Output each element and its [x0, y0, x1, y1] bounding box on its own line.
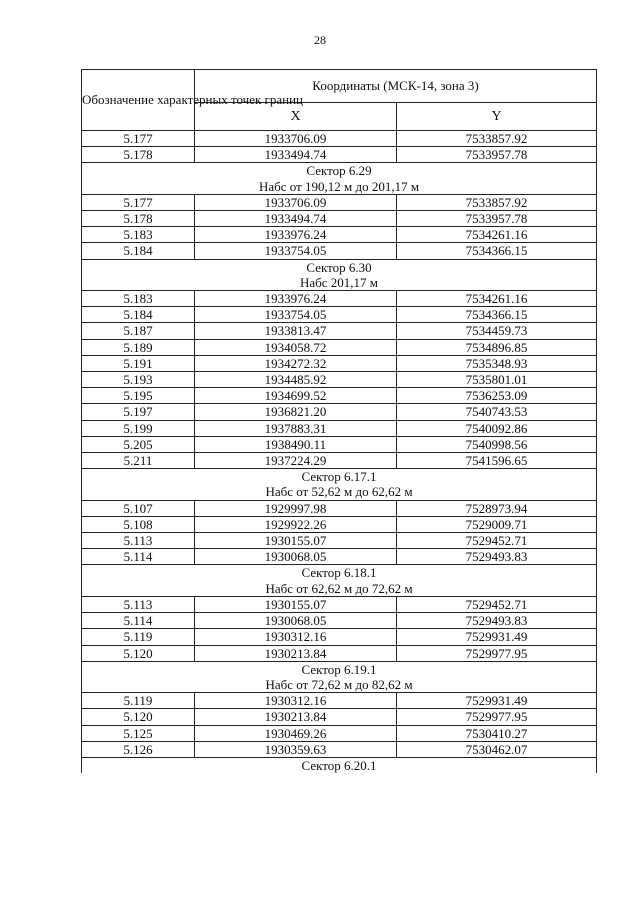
point-id-cell: 5.119 — [82, 693, 195, 709]
point-id-cell: 5.184 — [82, 307, 195, 323]
table-row — [82, 549, 597, 565]
x-coordinate-cell: 1933813.47 — [195, 323, 397, 339]
table-row — [82, 741, 597, 757]
table-row — [82, 693, 597, 709]
table-row — [82, 709, 597, 725]
page-number: 28 — [314, 33, 326, 47]
x-coordinate-cell: 1930312.16 — [195, 693, 397, 709]
sector-title: Сектор 6.19.1 — [301, 661, 377, 677]
y-coordinate-cell: 7540998.56 — [397, 436, 597, 452]
x-coordinate-cell: 1937883.31 — [195, 420, 397, 436]
x-column-header: X — [195, 103, 397, 131]
x-coordinate-cell: 1929922.26 — [195, 516, 397, 532]
y-coordinate-cell: 7535348.93 — [397, 355, 597, 371]
table-row — [82, 453, 597, 469]
table-row — [82, 147, 597, 163]
x-coordinate-cell: 1933706.09 — [195, 194, 397, 210]
point-id-cell: 5.114 — [82, 549, 195, 565]
table-body — [82, 131, 597, 774]
table-row — [82, 613, 597, 629]
y-coordinate-cell: 7540743.53 — [397, 404, 597, 420]
y-coordinate-cell: 7534261.16 — [397, 291, 597, 307]
point-id-cell: 5.178 — [82, 147, 195, 163]
sector-heading — [82, 469, 597, 500]
y-coordinate-cell: 7529452.71 — [397, 596, 597, 612]
point-id-cell: 5.187 — [82, 323, 195, 339]
coordinates-header: Координаты (МСК-14, зона 3) — [195, 70, 597, 103]
x-coordinate-cell: 1934485.92 — [195, 372, 397, 388]
sector-row — [82, 757, 597, 773]
point-id-cell: 5.177 — [82, 194, 195, 210]
table-row — [82, 645, 597, 661]
x-coordinate-cell: 1930155.07 — [195, 533, 397, 549]
sector-heading — [82, 757, 597, 773]
x-coordinate-cell: 1930068.05 — [195, 549, 397, 565]
point-id-cell: 5.120 — [82, 645, 195, 661]
y-coordinate-cell: 7540092.86 — [397, 420, 597, 436]
x-coordinate-cell: 1930469.26 — [195, 725, 397, 741]
x-coordinate-cell: 1930213.84 — [195, 709, 397, 725]
point-id-cell: 5.126 — [82, 741, 195, 757]
x-coordinate-cell: 1933976.24 — [195, 291, 397, 307]
y-coordinate-cell: 7534366.15 — [397, 243, 597, 259]
point-id-cell: 5.120 — [82, 709, 195, 725]
table-row — [82, 388, 597, 404]
y-coordinate-cell: 7530462.07 — [397, 741, 597, 757]
point-id-cell: 5.189 — [82, 339, 195, 355]
point-id-cell: 5.114 — [82, 613, 195, 629]
y-coordinate-cell: 7534366.15 — [397, 307, 597, 323]
y-coordinate-cell: 7529977.95 — [397, 709, 597, 725]
x-coordinate-cell: 1936821.20 — [195, 404, 397, 420]
sector-row — [82, 163, 597, 194]
y-coordinate-cell: 7529493.83 — [397, 549, 597, 565]
x-coordinate-cell: 1930213.84 — [195, 645, 397, 661]
coordinates-table — [81, 69, 597, 773]
point-id-cell: 5.193 — [82, 372, 195, 388]
y-coordinate-cell: 7534261.16 — [397, 227, 597, 243]
sector-heading — [82, 259, 597, 290]
y-coordinate-cell: 7535801.01 — [397, 372, 597, 388]
point-id-cell: 5.195 — [82, 388, 195, 404]
y-coordinate-cell: 7529452.71 — [397, 533, 597, 549]
table-row — [82, 131, 597, 147]
x-coordinate-cell: 1933754.05 — [195, 243, 397, 259]
x-coordinate-cell: 1934699.52 — [195, 388, 397, 404]
x-coordinate-cell: 1933706.09 — [195, 131, 397, 147]
table-row — [82, 629, 597, 645]
point-id-cell: 5.183 — [82, 227, 195, 243]
sector-title: Сектор 6.18.1 — [301, 565, 377, 581]
y-coordinate-cell: 7534459.73 — [397, 323, 597, 339]
sector-title: Сектор 6.29 — [306, 163, 372, 179]
table-row — [82, 436, 597, 452]
point-id-cell: 5.199 — [82, 420, 195, 436]
x-coordinate-cell: 1930312.16 — [195, 629, 397, 645]
sector-heading — [82, 163, 597, 194]
sector-title: Сектор 6.30 — [306, 259, 372, 275]
table-row — [82, 227, 597, 243]
table-row — [82, 596, 597, 612]
table-row — [82, 355, 597, 371]
sector-elevation: Набс 201,17 м — [299, 274, 379, 290]
x-coordinate-cell: 1930155.07 — [195, 596, 397, 612]
y-coordinate-cell: 7533957.78 — [397, 211, 597, 227]
y-coordinate-cell: 7541596.65 — [397, 453, 597, 469]
sector-elevation: Набс от 52,62 м до 62,62 м — [265, 484, 413, 500]
y-coordinate-cell: 7529977.95 — [397, 645, 597, 661]
table-row — [82, 420, 597, 436]
x-coordinate-cell: 1938490.11 — [195, 436, 397, 452]
sector-elevation: Набс от 62,62 м до 72,62 м — [265, 580, 413, 596]
point-id-cell: 5.178 — [82, 211, 195, 227]
y-coordinate-cell: 7530410.27 — [397, 725, 597, 741]
point-id-cell: 5.108 — [82, 516, 195, 532]
point-id-cell: 5.191 — [82, 355, 195, 371]
point-id-cell: 5.177 — [82, 131, 195, 147]
point-designation-header: Обозначение характерных точек границ — [82, 70, 195, 131]
point-id-cell: 5.113 — [82, 596, 195, 612]
point-id-cell: 5.107 — [82, 500, 195, 516]
y-coordinate-cell: 7529493.83 — [397, 613, 597, 629]
table-row — [82, 372, 597, 388]
point-id-cell: 5.197 — [82, 404, 195, 420]
table-row — [82, 194, 597, 210]
point-id-cell: 5.205 — [82, 436, 195, 452]
x-coordinate-cell: 1937224.29 — [195, 453, 397, 469]
sector-row — [82, 469, 597, 500]
sector-elevation: Набс от 72,62 м до 82,62 м — [265, 676, 413, 692]
point-id-cell: 5.125 — [82, 725, 195, 741]
y-column-header: Y — [397, 103, 597, 131]
table-row — [82, 323, 597, 339]
y-coordinate-cell: 7529931.49 — [397, 629, 597, 645]
point-id-cell: 5.211 — [82, 453, 195, 469]
y-coordinate-cell: 7533857.92 — [397, 194, 597, 210]
x-coordinate-cell: 1930359.63 — [195, 741, 397, 757]
table-row — [82, 533, 597, 549]
point-id-cell: 5.183 — [82, 291, 195, 307]
table-row — [82, 307, 597, 323]
table-row — [82, 291, 597, 307]
y-coordinate-cell: 7528973.94 — [397, 500, 597, 516]
table-row — [82, 516, 597, 532]
y-coordinate-cell: 7529931.49 — [397, 693, 597, 709]
sector-row — [82, 259, 597, 290]
table-row — [82, 339, 597, 355]
sector-row — [82, 565, 597, 596]
y-coordinate-cell: 7534896.85 — [397, 339, 597, 355]
x-coordinate-cell: 1933976.24 — [195, 227, 397, 243]
point-id-cell: 5.119 — [82, 629, 195, 645]
point-id-cell: 5.113 — [82, 533, 195, 549]
x-coordinate-cell: 1930068.05 — [195, 613, 397, 629]
x-coordinate-cell: 1933754.05 — [195, 307, 397, 323]
y-coordinate-cell: 7529009.71 — [397, 516, 597, 532]
table-row — [82, 725, 597, 741]
sector-elevation: Набс от 190,12 м до 201,17 м — [258, 178, 420, 194]
sector-title: Сектор 6.17.1 — [301, 469, 377, 485]
x-coordinate-cell: 1934272.32 — [195, 355, 397, 371]
y-coordinate-cell: 7533957.78 — [397, 147, 597, 163]
table-header — [82, 70, 597, 131]
x-coordinate-cell: 1929997.98 — [195, 500, 397, 516]
table-row — [82, 211, 597, 227]
sector-heading — [82, 661, 597, 692]
x-coordinate-cell: 1934058.72 — [195, 339, 397, 355]
table-row — [82, 243, 597, 259]
y-coordinate-cell: 7533857.92 — [397, 131, 597, 147]
table-row — [82, 500, 597, 516]
x-coordinate-cell: 1933494.74 — [195, 211, 397, 227]
y-coordinate-cell: 7536253.09 — [397, 388, 597, 404]
sector-row — [82, 661, 597, 692]
point-id-cell: 5.184 — [82, 243, 195, 259]
table-row — [82, 404, 597, 420]
sector-heading — [82, 565, 597, 596]
sector-title: Сектор 6.20.1 — [301, 757, 377, 773]
x-coordinate-cell: 1933494.74 — [195, 147, 397, 163]
